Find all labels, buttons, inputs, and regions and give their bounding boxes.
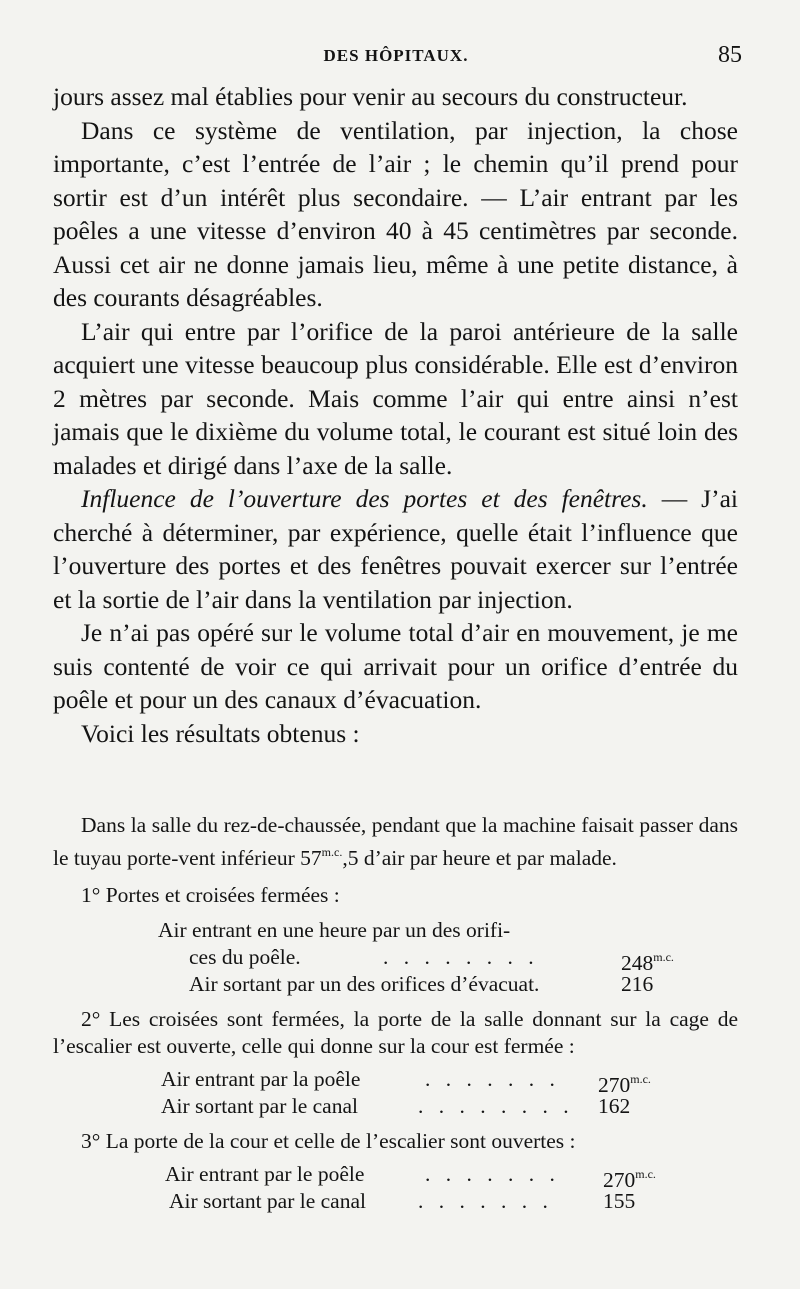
results-block: [53, 812, 738, 1215]
row-value: 216: [621, 972, 654, 996]
leader-dots: . . . . . . . .: [418, 1094, 574, 1118]
row-label: Air sortant par le canal: [161, 1094, 358, 1118]
row-label: Air sortant par le canal: [169, 1189, 366, 1213]
section-heading-italic: Influence de l’ouverture des portes et des fenêtres.: [81, 484, 648, 513]
case-1-row-2: [53, 971, 738, 998]
paragraph-influence-text: — J’ai cherché à déterminer, par expérience, quelle était l’influence que l’ouverture des portes et des fenêtres pouvait exercer sur l’entrée et la sortie de l’air dans la ventilation par injection.: [53, 484, 738, 614]
row-label: Air entrant par la poêle: [161, 1067, 361, 1091]
unit-superscript: m.c.: [321, 845, 343, 859]
paragraph-influence: [53, 482, 738, 616]
paragraph-method: Je n’ai pas opéré sur le volume total d’air en mouvement, je me suis contenté de voir ce qui arrivait pour un orifice d’entrée du poêle et pour un des canaux d’évacuation.: [53, 618, 738, 714]
results-intro-text: Dans la salle du rez-de-chaussée, pendant que la machine faisait passer dans le tuyau porte-vent inférieur 57: [53, 813, 738, 870]
main-text: [53, 80, 738, 750]
case-1-row-1a: [53, 917, 738, 944]
case-2-text: 2° Les croisées sont fermées, la porte de la salle donnant sur la cage de l’escalier est ouverte, celle qui donne sur la cour est fermée :: [53, 1007, 738, 1058]
paragraph-ventilation-injection: Dans ce système de ventilation, par injection, la chose importante, c’est l’entrée de l’air ; le chemin qu’il prend pour sortir est d’un intérêt plus secondaire. — L’air entrant par les poêles a une vitesse d’environ 40 à 45 centimètres par seconde. Aussi cet air ne donne jamais lieu, même à une petite distance, à des courants désagréables.: [53, 115, 738, 312]
leader-dots: . . . . . . .: [418, 1189, 553, 1213]
row-label: ces du poêle.: [189, 945, 301, 969]
row-label: Air entrant par le poêle: [165, 1162, 365, 1186]
row-value: 155: [603, 1189, 636, 1213]
case-1-title: 1° Portes et croisées fermées :: [81, 883, 340, 907]
results-intro: [53, 812, 738, 872]
unit-superscript: m.c.: [630, 1072, 651, 1086]
leader-dots: . . . . . . .: [425, 1162, 560, 1186]
case-3-row-2: [53, 1188, 738, 1215]
paragraph-results-intro: Voici les résultats obtenus :: [81, 718, 360, 748]
case-3-text: 3° La porte de la cour et celle de l’escalier sont ouvertes :: [81, 1129, 576, 1153]
unit-superscript: m.c.: [635, 1167, 656, 1181]
leader-dots: . . . . . . .: [425, 1067, 560, 1091]
results-intro-text-end: ,5 d’air par heure et par malade.: [342, 846, 617, 870]
page-header: [50, 40, 742, 76]
running-head: DES HÔPITAUX.: [323, 46, 469, 65]
row-label: Air entrant en une heure par un des orifi-: [158, 918, 511, 942]
value-number: 270: [603, 1168, 636, 1192]
value-number: 248: [621, 951, 654, 975]
paragraph-air-velocity: L’air qui entre par l’orifice de la paroi antérieure de la salle acquiert une vitesse beaucoup plus considérable. Elle est d’environ 2 mètres par seconde. Mais comme l’air qui entre ainsi n’est jamais que le dixième du volume total, le courant est situé loin des malades et dirigé dans l’axe de la salle.: [53, 316, 738, 480]
case-2-row-1: [53, 1066, 738, 1097]
row-label: Air sortant par un des orifices d’évacuat.: [189, 972, 540, 996]
case-3-row-1: [53, 1161, 738, 1192]
case-2-row-2: [53, 1093, 738, 1120]
leader-dots: . . . . . . . .: [383, 945, 539, 969]
value-number: 270: [598, 1073, 631, 1097]
row-value: 162: [598, 1094, 631, 1118]
page-number: 85: [718, 42, 742, 68]
paragraph-continuation: jours assez mal établies pour venir au secours du constructeur.: [53, 82, 688, 111]
unit-superscript: m.c.: [653, 950, 674, 964]
case-1-row-1b: [53, 944, 738, 975]
